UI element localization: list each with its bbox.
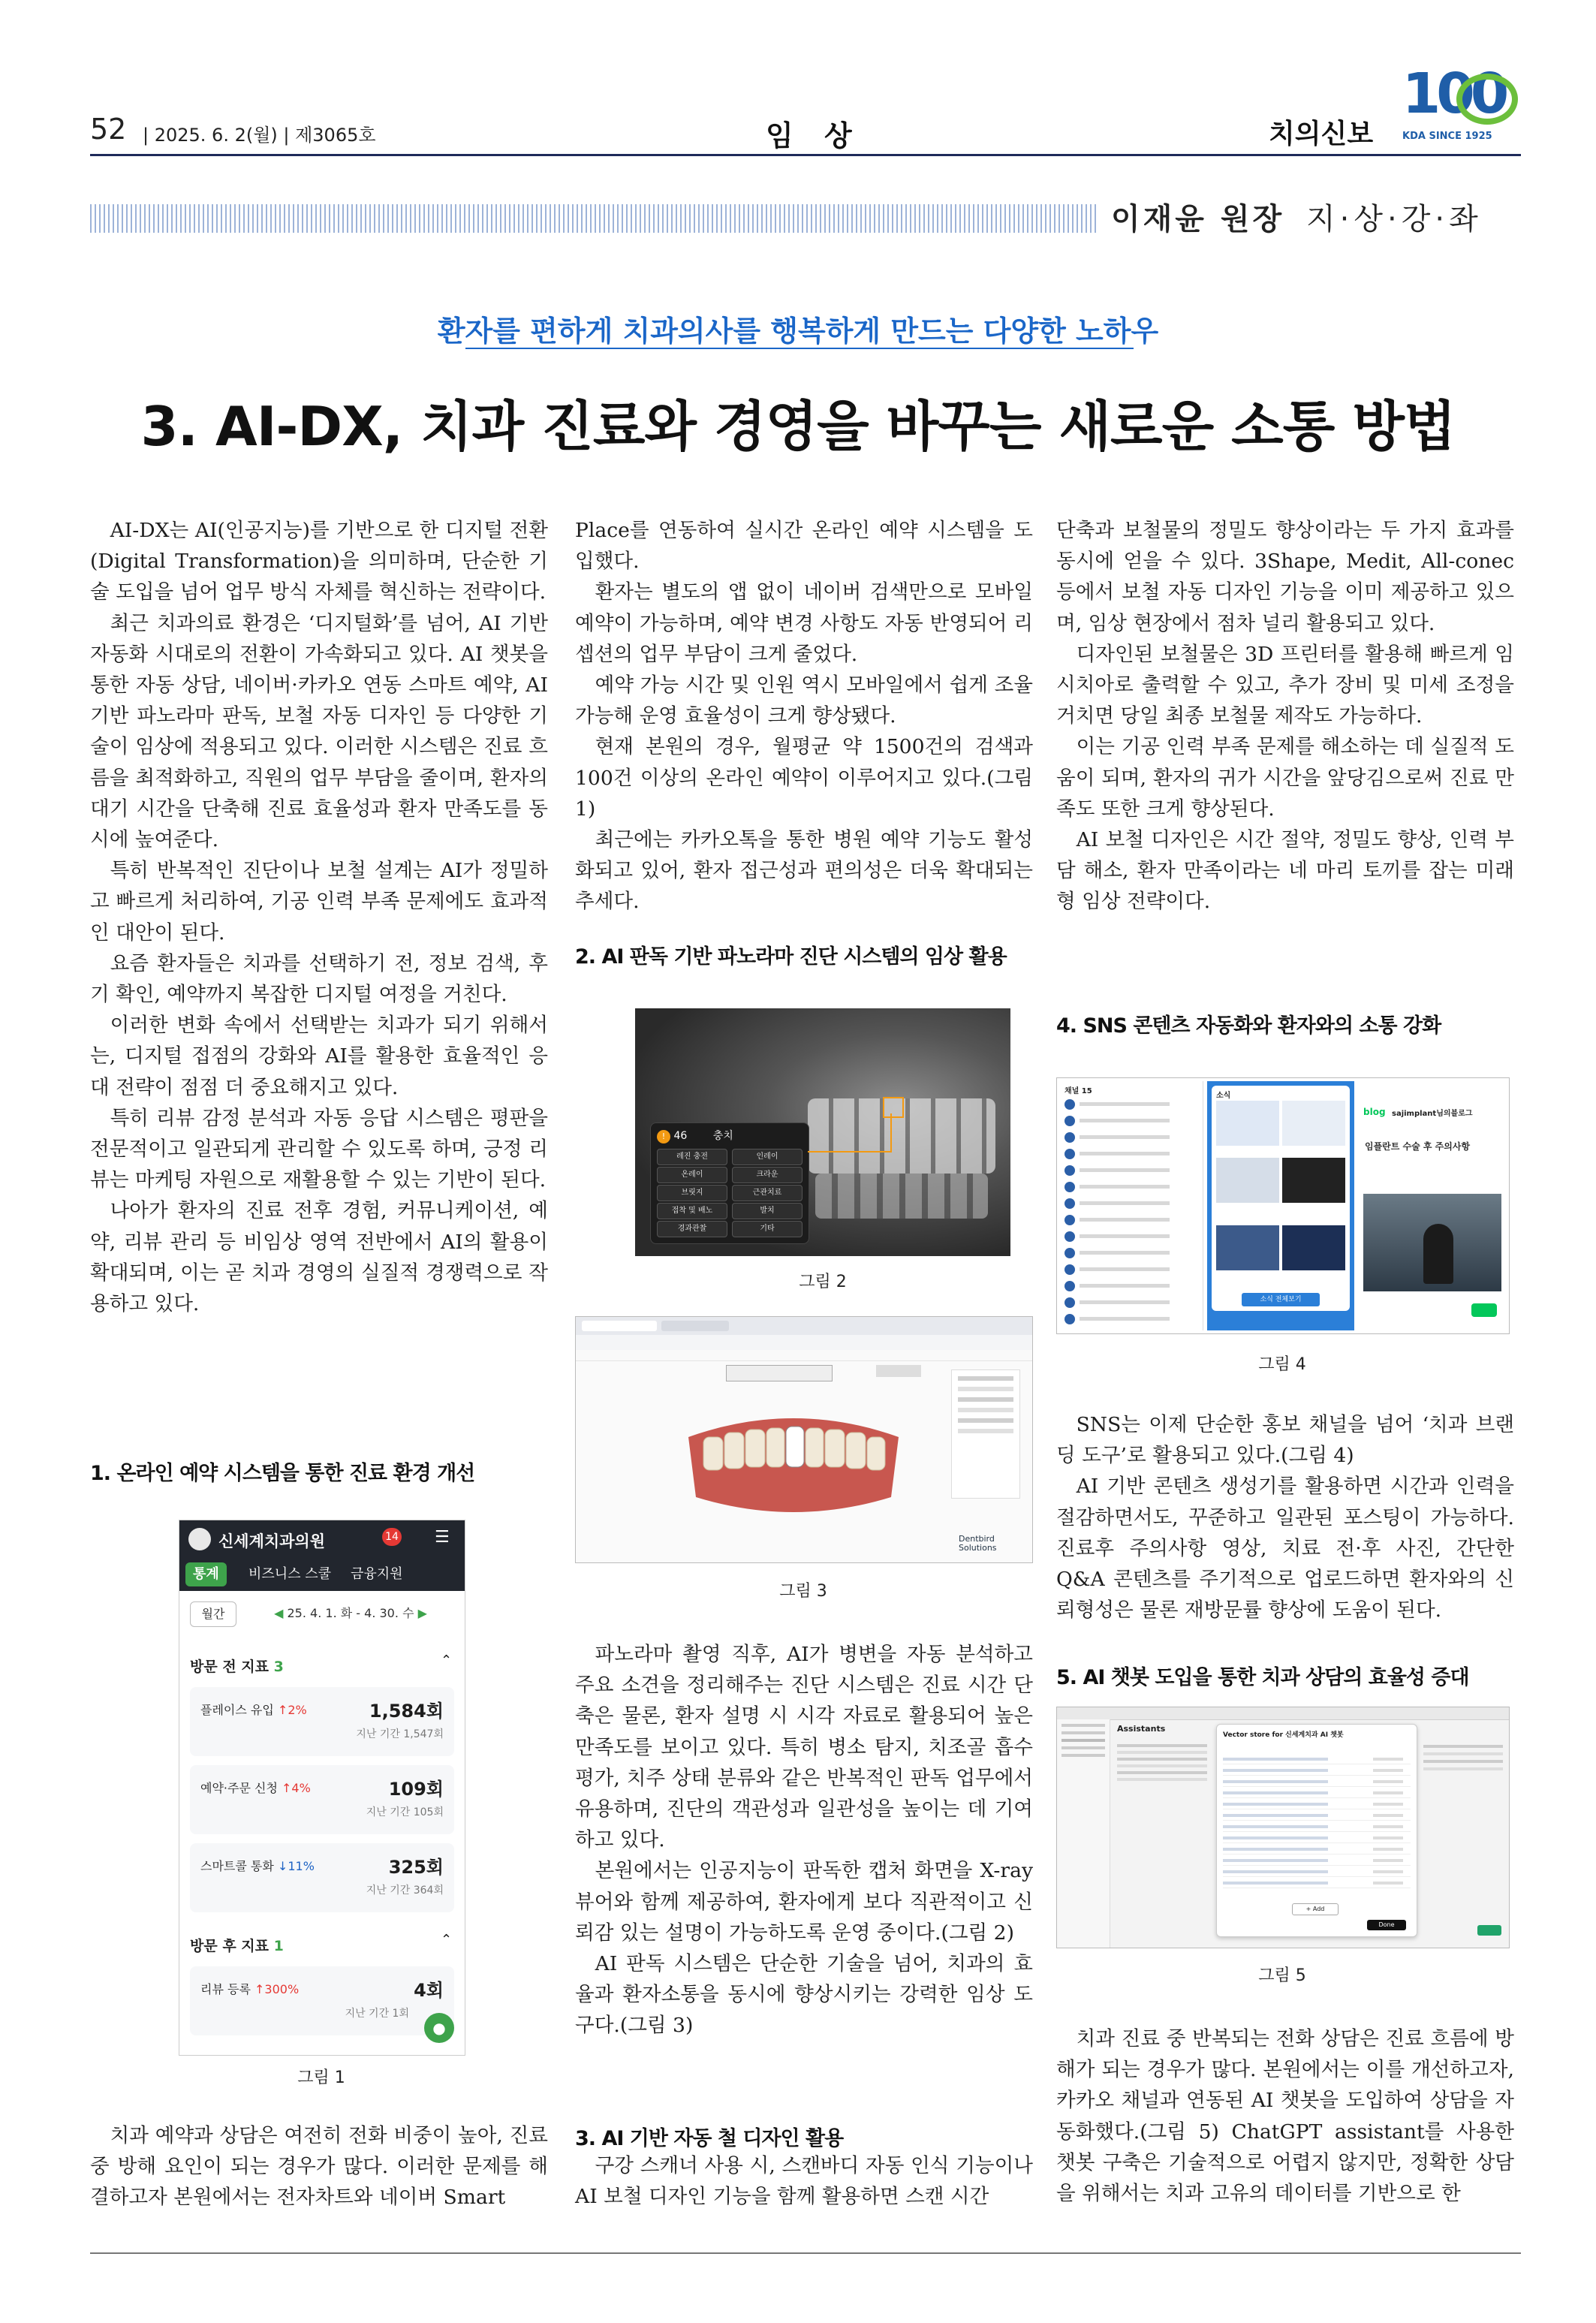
figure-2-ai-panorama (635, 1008, 1010, 1256)
channel-list-row[interactable] (1065, 1164, 1197, 1177)
paragraph: 구강 스캐너 사용 시, 스캔바디 자동 인식 기능이나 AI 보철 디자인 기능을 함께 활용하면 스캔 시간 (575, 2154, 1033, 2209)
file-row[interactable] (1223, 1833, 1411, 1843)
lesion-title: 충치 (712, 1130, 733, 1142)
channel-list-row[interactable] (1065, 1147, 1197, 1161)
paragraph: AI 판독 시스템은 단순한 기술을 넘어, 치과의 효율과 환자소통을 동시에 향상시키는 강력한 임상 도구다.(그림 3) (575, 1952, 1033, 2038)
toolbar-box (726, 1365, 833, 1381)
done-button[interactable]: Done (1367, 1920, 1406, 1930)
subheading-1: 1. 온라인 예약 시스템을 통한 진료 환경 개선 (90, 1462, 475, 1485)
column-2 (575, 515, 1033, 917)
stat-label: 플레이스 유입 ↑2% (200, 1703, 307, 1717)
lesion-marker (883, 1097, 904, 1118)
stat-row (190, 1765, 454, 1834)
file-row[interactable] (1223, 1811, 1411, 1821)
tab-finance[interactable]: 금융지원 (351, 1566, 403, 1582)
prev-arrow-icon[interactable]: ◀ (274, 1606, 284, 1620)
news-more-button[interactable]: 소식 전체보기 (1242, 1293, 1320, 1306)
settings-panel (951, 1369, 1020, 1499)
paragraph: 치과 예약과 상담은 여전히 전화 비중이 높아, 진료 중 방해 요인이 되는 경우가 많다. 이러한 문제를 해결하고자 본원에서는 전자차트와 네이버 Smart (90, 2124, 548, 2210)
stat-value: 325회 (388, 1857, 444, 1878)
caption-figure-2: 그림 2 (799, 1273, 847, 1291)
file-row[interactable] (1223, 1788, 1411, 1798)
after-visit-count: 1 (273, 1938, 284, 1954)
treatment-button[interactable]: 근관치료 (732, 1185, 803, 1201)
figure-5-chatbot-assistant (1056, 1707, 1510, 1948)
treatment-button[interactable]: 인레이 (732, 1149, 803, 1165)
channel-avatar-icon (1065, 1231, 1075, 1242)
browser-tabs (576, 1317, 1032, 1336)
subheading-5: 5. AI 챗봇 도입을 통한 치과 상담의 효율성 증대 (1056, 1666, 1469, 1689)
stat-previous: 지난 기간 1,547회 (356, 1728, 444, 1740)
stat-value: 4회 (414, 1980, 444, 2001)
column-2-bottom (575, 2150, 1033, 2212)
kda-100-logo (1387, 62, 1519, 149)
file-row[interactable] (1223, 1777, 1411, 1787)
file-row[interactable] (1223, 1822, 1411, 1832)
address-bar[interactable] (576, 1335, 1032, 1351)
treatment-button[interactable]: 브릿지 (657, 1185, 727, 1201)
dentbird-logo: Dentbird Solutions (959, 1534, 997, 1553)
date-range-text: 25. 4. 1. 화 - 4. 30. 수 (287, 1606, 414, 1620)
next-arrow-icon[interactable]: ▶ (417, 1606, 427, 1620)
column-3-middle (1056, 1409, 1514, 1625)
issue-info: | 2025. 6. 2(월) | 제3065호 (143, 125, 376, 146)
vector-store-dialog (1216, 1724, 1417, 1937)
blog-post-title[interactable]: 임플란트 수술 후 주의사항 (1365, 1141, 1471, 1152)
file-row[interactable] (1223, 1800, 1411, 1809)
paragraph: 요즘 환자들은 치과를 선택하기 전, 정보 검색, 후기 확인, 예약까지 복잡한 디지털 여정을 거친다. (90, 951, 548, 1007)
column-3 (1056, 515, 1514, 917)
column-title: 지·상·강·좌 (1306, 202, 1483, 237)
channel-avatar-icon (1065, 1132, 1075, 1143)
figure-1-booking-stats (179, 1520, 465, 2056)
subheading-3: 3. AI 기반 자동 철 디자인 활용 (575, 2127, 844, 2150)
file-row[interactable] (1223, 1879, 1411, 1888)
file-row[interactable] (1223, 1856, 1411, 1866)
column-header-ruler (90, 204, 1096, 233)
channel-avatar-icon (1065, 1314, 1075, 1324)
paragraph: 특히 리뷰 감정 분석과 자동 응답 시스템은 평판을 전문적이고 일관되게 관리할 수 있도록 하며, 긍정 리뷰는 마케팅 자원으로 재활용할 수 있는 기반이 된다. (90, 1106, 548, 1192)
period-select[interactable]: 월간 (190, 1601, 236, 1627)
stat-value: 1,584회 (369, 1701, 444, 1722)
blog-id: sajimplant님의블로그 (1392, 1110, 1473, 1118)
run-button[interactable] (1477, 1925, 1501, 1936)
lesion-count: 46 (673, 1130, 688, 1142)
channel-list-row[interactable] (1065, 1213, 1197, 1227)
caption-figure-5: 그림 5 (1258, 1966, 1306, 1985)
channel-avatar-icon (1065, 1297, 1075, 1308)
paragraph: AI-DX는 AI(인공지능)를 기반으로 한 디지털 전환(Digital Transformation)을 의미하며, 단순한 기술 도입을 넘어 업무 방식 자체를 혁신하는 전략이다. (90, 519, 548, 604)
stat-label: 리뷰 등록 ↑300% (200, 1982, 300, 1996)
subheading-2: 2. AI 판독 기반 파노라마 진단 시스템의 임상 활용 (575, 945, 1007, 969)
video-thumbnail[interactable] (1363, 1194, 1501, 1291)
channel-list-row[interactable] (1065, 1098, 1197, 1111)
channel-list-row[interactable] (1065, 1131, 1197, 1144)
file-row[interactable] (1223, 1766, 1411, 1776)
app-topbar (1057, 1707, 1509, 1720)
channel-list-row[interactable] (1065, 1114, 1197, 1128)
paragraph: 특히 반복적인 진단이나 보철 설계는 AI가 정밀하고 빠르게 처리하여, 기공 인력 부족 문제에도 효과적인 대안이 된다. (90, 859, 548, 945)
treatment-button[interactable]: 온레이 (657, 1167, 727, 1183)
paragraph: 치과 진료 중 반복되는 전화 상담은 진료 흐름에 방해가 되는 경우가 많다. 본원에서는 이를 개선하고자, 카카오 채널과 연동된 AI 챗봇을 도입하여 상담을 자동화했다.(그림 5) ChatGPT assistant를 사용한 챗봇 구축은 기술적으로 어렵지 않지만, 정확한 상담을 위해서는 치과 고유의 데이터를 기반으로 한 (1056, 2027, 1514, 2206)
before-visit-count: 3 (273, 1659, 284, 1675)
file-row[interactable] (1223, 1755, 1411, 1764)
paragraph: 단축과 보철물의 정밀도 향상이라는 두 가지 효과를 동시에 얻을 수 있다. 3Shape, Medit, All-conec 등에서 보철 자동 디자인 기능을 이미 제공하고 있으며, 임상 현장에서 점차 널리 활용되고 있다. (1056, 519, 1514, 635)
treatment-button[interactable]: 경과관찰 (657, 1221, 727, 1237)
file-row[interactable] (1223, 1845, 1411, 1854)
assistants-title: Assistants (1117, 1724, 1166, 1734)
treatment-button[interactable]: 기타 (732, 1221, 803, 1237)
before-visit-label: 방문 전 지표 (190, 1659, 269, 1675)
notification-badge: 14 (382, 1528, 402, 1546)
alert-icon: ! (657, 1130, 670, 1143)
channel-avatar-icon (1065, 1116, 1075, 1126)
sidebar (1057, 1719, 1110, 1948)
app-header (179, 1520, 465, 1558)
add-file-button[interactable]: + Add (1292, 1903, 1339, 1915)
channel-list-row[interactable] (1065, 1197, 1197, 1210)
stat-value: 109회 (388, 1779, 444, 1800)
menu-icon[interactable]: ☰ (435, 1528, 450, 1547)
treatment-button[interactable]: 접착 및 배노 (657, 1203, 727, 1219)
avatar (188, 1528, 211, 1550)
channel-avatar-icon (1065, 1248, 1075, 1258)
stat-previous: 지난 기간 364회 (366, 1885, 444, 1897)
channel-avatar-icon (1065, 1215, 1075, 1225)
kicker-underline (465, 348, 1134, 349)
treatment-button[interactable]: 발치 (732, 1203, 803, 1219)
tab-stats[interactable]: 통계 (185, 1562, 227, 1586)
collapse-icon[interactable]: ⌃ (441, 1932, 453, 1948)
column-3-bottom (1056, 2023, 1514, 2209)
masthead-rule (90, 154, 1521, 156)
before-visit-heading (190, 1656, 284, 1676)
clinic-name: 신세계치과의원 (218, 1532, 326, 1550)
stat-row (190, 1966, 454, 2035)
dialog-title: Vector store for 신세계치과 AI 챗봇 (1223, 1731, 1344, 1739)
blog-logo: blog (1363, 1107, 1386, 1117)
channel-avatar-icon (1065, 1264, 1075, 1275)
stat-label: 예약·주문 신청 ↑4% (200, 1781, 311, 1795)
blog-screen (1359, 1081, 1506, 1330)
paragraph: 현재 본원의 경우, 월평균 약 1500건의 검색과 100건 이상의 온라인 예약이 이루어지고 있다.(그림 1) (575, 735, 1033, 821)
paragraph: 예약 가능 시간 및 인원 역시 모바일에서 쉽게 조율 가능해 운영 효율성이 크게 향상됐다. (575, 673, 1033, 728)
channel-avatar-icon (1065, 1182, 1075, 1192)
caption-figure-3: 그림 3 (779, 1582, 827, 1601)
channel-avatar-icon (1065, 1281, 1075, 1291)
section-name: 임 상 (766, 119, 863, 152)
channel-list-row[interactable] (1065, 1263, 1197, 1276)
logo-caption: KDA SINCE 1925 (1402, 131, 1492, 142)
kakao-channel-screen (1207, 1081, 1354, 1330)
paragraph: 이러한 변화 속에서 선택받는 치과가 되기 위해서는, 디지털 접점의 강화와 AI를 활용한 효율적인 응대 전략이 점점 더 중요해지고 있다. (90, 1014, 548, 1099)
channel-list-row[interactable] (1065, 1180, 1197, 1194)
paragraph: 파노라마 촬영 직후, AI가 병변을 자동 분석하고 주요 소견을 정리해주는 진단 시스템은 진료 시간 단축은 물론, 환자 설명 시 시각 자료로 활용되어 높은 만족도를 보이고 있다. 특히 병소 탐지, 치조골 흡수 평가, 치주 상태 분류와 같은 반복적인 판독 업무에서 유용하며, 진단의 객관성과 일관성을 높이는 데 기여하고 있다. (575, 1643, 1033, 1852)
file-row[interactable] (1223, 1867, 1411, 1877)
collapse-icon[interactable]: ⌃ (441, 1653, 453, 1668)
columnist-name: 이재윤 원장 (1111, 202, 1285, 237)
stat-previous: 지난 기간 105회 (366, 1806, 444, 1818)
channel-avatar-icon (1065, 1165, 1075, 1176)
paragraph: 나아가 환자의 진료 전후 경험, 커뮤니케이션, 예약, 리뷰 관리 등 비임상 영역 전반에서 AI의 활용이 확대되며, 이는 곧 치과 경영의 실질적 경쟁력으로 작용하고 있다. (90, 1199, 548, 1316)
treatment-button[interactable]: 레진 충전 (657, 1149, 727, 1165)
column-1-bottom (90, 2120, 548, 2213)
column-1 (90, 515, 548, 1319)
channel-list-row[interactable] (1065, 1296, 1197, 1309)
page-bottom-rule (90, 2252, 1521, 2254)
paragraph: AI 기반 콘텐츠 생성기를 활용하면 시간과 인력을 절감하면서도, 꾸준하고 일관된 포스팅이 가능하다. 진료후 주의사항 영상, 치료 전·후 사진, 간단한 Q&A 콘텐츠를 주기적으로 업로드하면 환자와의 신뢰형성은 물론 재방문률 향상에 도움이 된다. (1056, 1475, 1514, 1622)
stat-row (190, 1687, 454, 1756)
pointer-line (808, 1151, 890, 1152)
stat-row (190, 1843, 454, 1912)
channel-list-row[interactable] (1065, 1279, 1197, 1293)
headline: 3. AI-DX, 치과 진료와 경영을 바꾸는 새로운 소통 방법 (140, 395, 1456, 458)
column-2-middle (575, 1639, 1033, 2041)
paragraph: 최근 치과의료 환경은 ‘디지털화’를 넘어, AI 기반 자동화 시대로의 전환이 가속화되고 있다. AI 챗봇을 통한 자동 상담, 네이버·카카오 연동 스마트 예약, AI 기반 파노라마 판독, 보철 자동 디자인 등 다양한 기술이 임상에 적용되고 있다. 이러한 시스템은 진료 흐름을 최적화하고, 직원의 업무 부담을 줄이며, 환자의 대기 시간을 단축해 진료 효율성과 환자 만족도를 동시에 높여준다. (90, 611, 548, 852)
diagnosis-panel (650, 1122, 809, 1244)
stat-label: 스마트콜 통화 ↓11% (200, 1859, 315, 1873)
paragraph: 환자는 별도의 앱 없이 네이버 검색만으로 모바일 예약이 가능하며, 예약 변경 사항도 자동 반영되어 리셉션의 업무 부담이 크게 줄었다. (575, 580, 1033, 666)
caption-figure-4: 그림 4 (1258, 1355, 1306, 1374)
figure-3-ai-crown-design (575, 1316, 1033, 1563)
caption-figure-1: 그림 1 (297, 2068, 345, 2087)
blog-app-icon (1471, 1303, 1497, 1317)
paragraph: Place를 연동하여 실시간 온라인 예약 시스템을 도입했다. (575, 519, 1033, 574)
paragraph: 최근에는 카카오톡을 통한 병원 예약 기능도 활성화되고 있어, 환자 접근성과 편의성은 더욱 확대되는 추세다. (575, 828, 1033, 914)
channel-list-row[interactable] (1065, 1230, 1197, 1243)
figure-4-sns-screens (1056, 1077, 1510, 1334)
channel-list-row[interactable] (1065, 1312, 1197, 1326)
paragraph: SNS는 이제 단순한 홍보 채널을 넘어 ‘치과 브랜딩 도구’로 활용되고 있다.(그림 4) (1056, 1413, 1514, 1468)
date-range[interactable] (247, 1601, 454, 1625)
treatment-button[interactable]: 크라운 (732, 1167, 803, 1183)
stat-previous: 지난 기간 1회 (345, 2008, 409, 2020)
logo-number: 100 (1402, 62, 1505, 126)
channel-avatar-icon (1065, 1149, 1075, 1159)
channel-header: 채널 15 (1065, 1087, 1092, 1095)
tab-business-school[interactable]: 비즈니스 스쿨 (248, 1566, 332, 1582)
subheading-4: 4. SNS 콘텐츠 자동화와 환자와의 소통 강화 (1056, 1014, 1441, 1038)
after-visit-label: 방문 후 지표 (190, 1938, 269, 1954)
bookmark-bar (576, 1350, 1032, 1361)
paragraph: 디자인된 보철물은 3D 프린터를 활용해 빠르게 임시치아로 출력할 수 있고, 추가 장비 및 미세 조정을 거치면 당일 최종 보철물 제작도 가능하다. (1056, 642, 1514, 728)
paragraph: 본원에서는 인공지능이 판독한 캡처 화면을 X-ray 뷰어와 함께 제공하여, 환자에게 보다 직관적이고 신뢰감 있는 설명이 가능하도록 운영 중이다.(그림 2) (575, 1859, 1033, 1945)
kicker: 환자를 편하게 치과의사를 행복하게 만드는 다양한 노하우 (437, 315, 1159, 348)
dental-arch-model (681, 1407, 906, 1520)
channel-list-row[interactable] (1065, 1246, 1197, 1260)
chatbot-icon[interactable]: ● (424, 2013, 454, 2043)
paragraph: AI 보철 디자인은 시간 절약, 정밀도 향상, 인력 부담 해소, 환자 만족이라는 네 마리 토끼를 잡는 미래형 임상 전략이다. (1056, 828, 1514, 914)
paragraph: 이는 기공 인력 부족 문제를 해소하는 데 실질적 도움이 되며, 환자의 귀가 시간을 앞당김으로써 진료 만족도 또한 크게 향상된다. (1056, 735, 1514, 821)
tab-bar (179, 1558, 465, 1591)
news-label: 소식 (1216, 1092, 1231, 1100)
page-number: 52 (90, 113, 127, 146)
channel-list-screen (1060, 1081, 1203, 1330)
paper-name: 치의신보 (1269, 119, 1374, 149)
channel-avatar-icon (1065, 1099, 1075, 1110)
channel-avatar-icon (1065, 1198, 1075, 1209)
after-visit-heading (190, 1935, 284, 1955)
